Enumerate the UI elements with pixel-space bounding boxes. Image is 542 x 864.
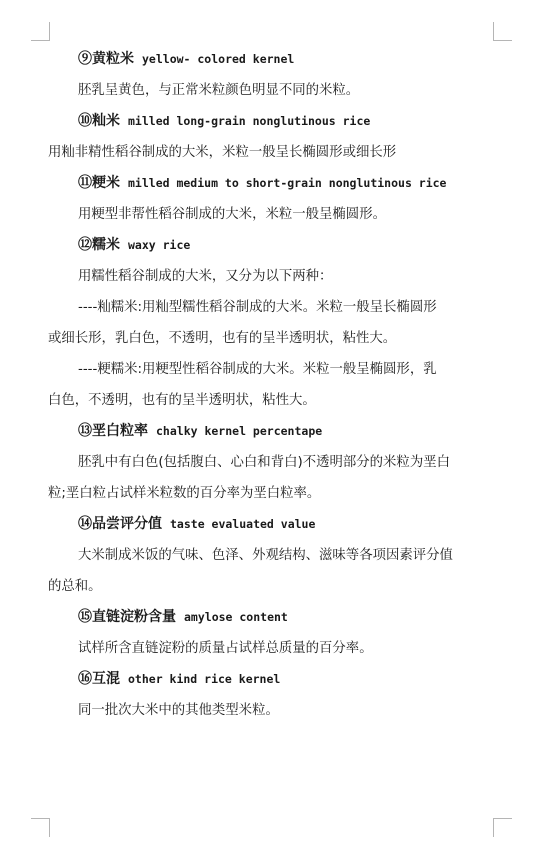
page-corner-mark-bottom-left (31, 818, 50, 837)
entry-heading (48, 106, 496, 137)
entry-term: ⑩籼米 (78, 113, 120, 129)
entry-text: ----籼糯米:用籼型糯性稻谷制成的大米。米粒一般呈长椭圆形 (78, 300, 437, 315)
entry-text: 用籼非精性稻谷制成的大米，米粒一般呈长椭圆形或细长形 (48, 145, 397, 160)
entry-english: milled medium to short-grain nonglutinous rice (128, 176, 447, 190)
entry-english: amylose content (184, 610, 288, 624)
page-corner-mark-top-left (31, 22, 50, 41)
entry-term: ⑪粳米 (78, 175, 120, 191)
document-body (48, 44, 496, 726)
entry-heading (48, 416, 496, 447)
entry-text: 大米制成米饭的气味、色泽、外观结构、滋味等各项因素评分值 (78, 548, 453, 563)
entry-term: ⑭品尝评分值 (78, 516, 162, 532)
entry-text: 白色，不透明，也有的呈半透明状，粘性大。 (48, 393, 316, 408)
entry-text: 胚乳呈黄色，与正常米粒颜色明显不同的米粒。 (78, 83, 360, 98)
entry-text: ----粳糯米:用粳型性稻谷制成的大米。米粒一般呈椭圆形，乳 (78, 362, 437, 377)
entry-text: 用糯性稻谷制成的大米，又分为以下两种： (78, 269, 333, 284)
entry-english: taste evaluated value (170, 517, 316, 531)
entry-heading (48, 664, 496, 695)
entry-term: ⑫糯米 (78, 237, 120, 253)
page-corner-mark-bottom-right (493, 818, 512, 837)
entry-text: 试样所含直链淀粉的质量占试样总质量的百分率。 (78, 641, 373, 656)
entry-text: 同一批次大米中的其他类型米粒。 (78, 703, 279, 718)
entry-text: 粒;垩白粒占试样米粒数的百分率为垩白粒率。 (48, 486, 321, 501)
entry-text: 的总和。 (48, 579, 102, 594)
entry-heading (48, 168, 496, 199)
entry-text: 或细长形，乳白色，不透明，也有的呈半透明状，粘性大。 (48, 331, 397, 346)
entry-text: 用粳型非帮性稻谷制成的大米，米粒一般呈椭圆形。 (78, 207, 386, 222)
page-corner-mark-top-right (493, 22, 512, 41)
entry-heading (48, 230, 496, 261)
entry-term: ⑬垩白粒率 (78, 423, 148, 439)
entry-english: other kind rice kernel (128, 672, 281, 686)
entry-term: ⑨黄粒米 (78, 51, 134, 67)
entry-term: ⑮直链淀粉含量 (78, 609, 176, 625)
entry-english: milled long-grain nonglutinous rice (128, 114, 371, 128)
entry-english: yellow- colored kernel (142, 52, 295, 66)
entry-english: chalky kernel percentape (156, 424, 323, 438)
entry-english: waxy rice (128, 238, 191, 252)
entry-heading (48, 509, 496, 540)
entry-heading (48, 602, 496, 633)
entry-term: ⑯互混 (78, 671, 120, 687)
entry-heading (48, 44, 496, 75)
entry-text: 胚乳中有白色(包括腹白、心白和背白)不透明部分的米粒为垩白 (78, 455, 450, 470)
